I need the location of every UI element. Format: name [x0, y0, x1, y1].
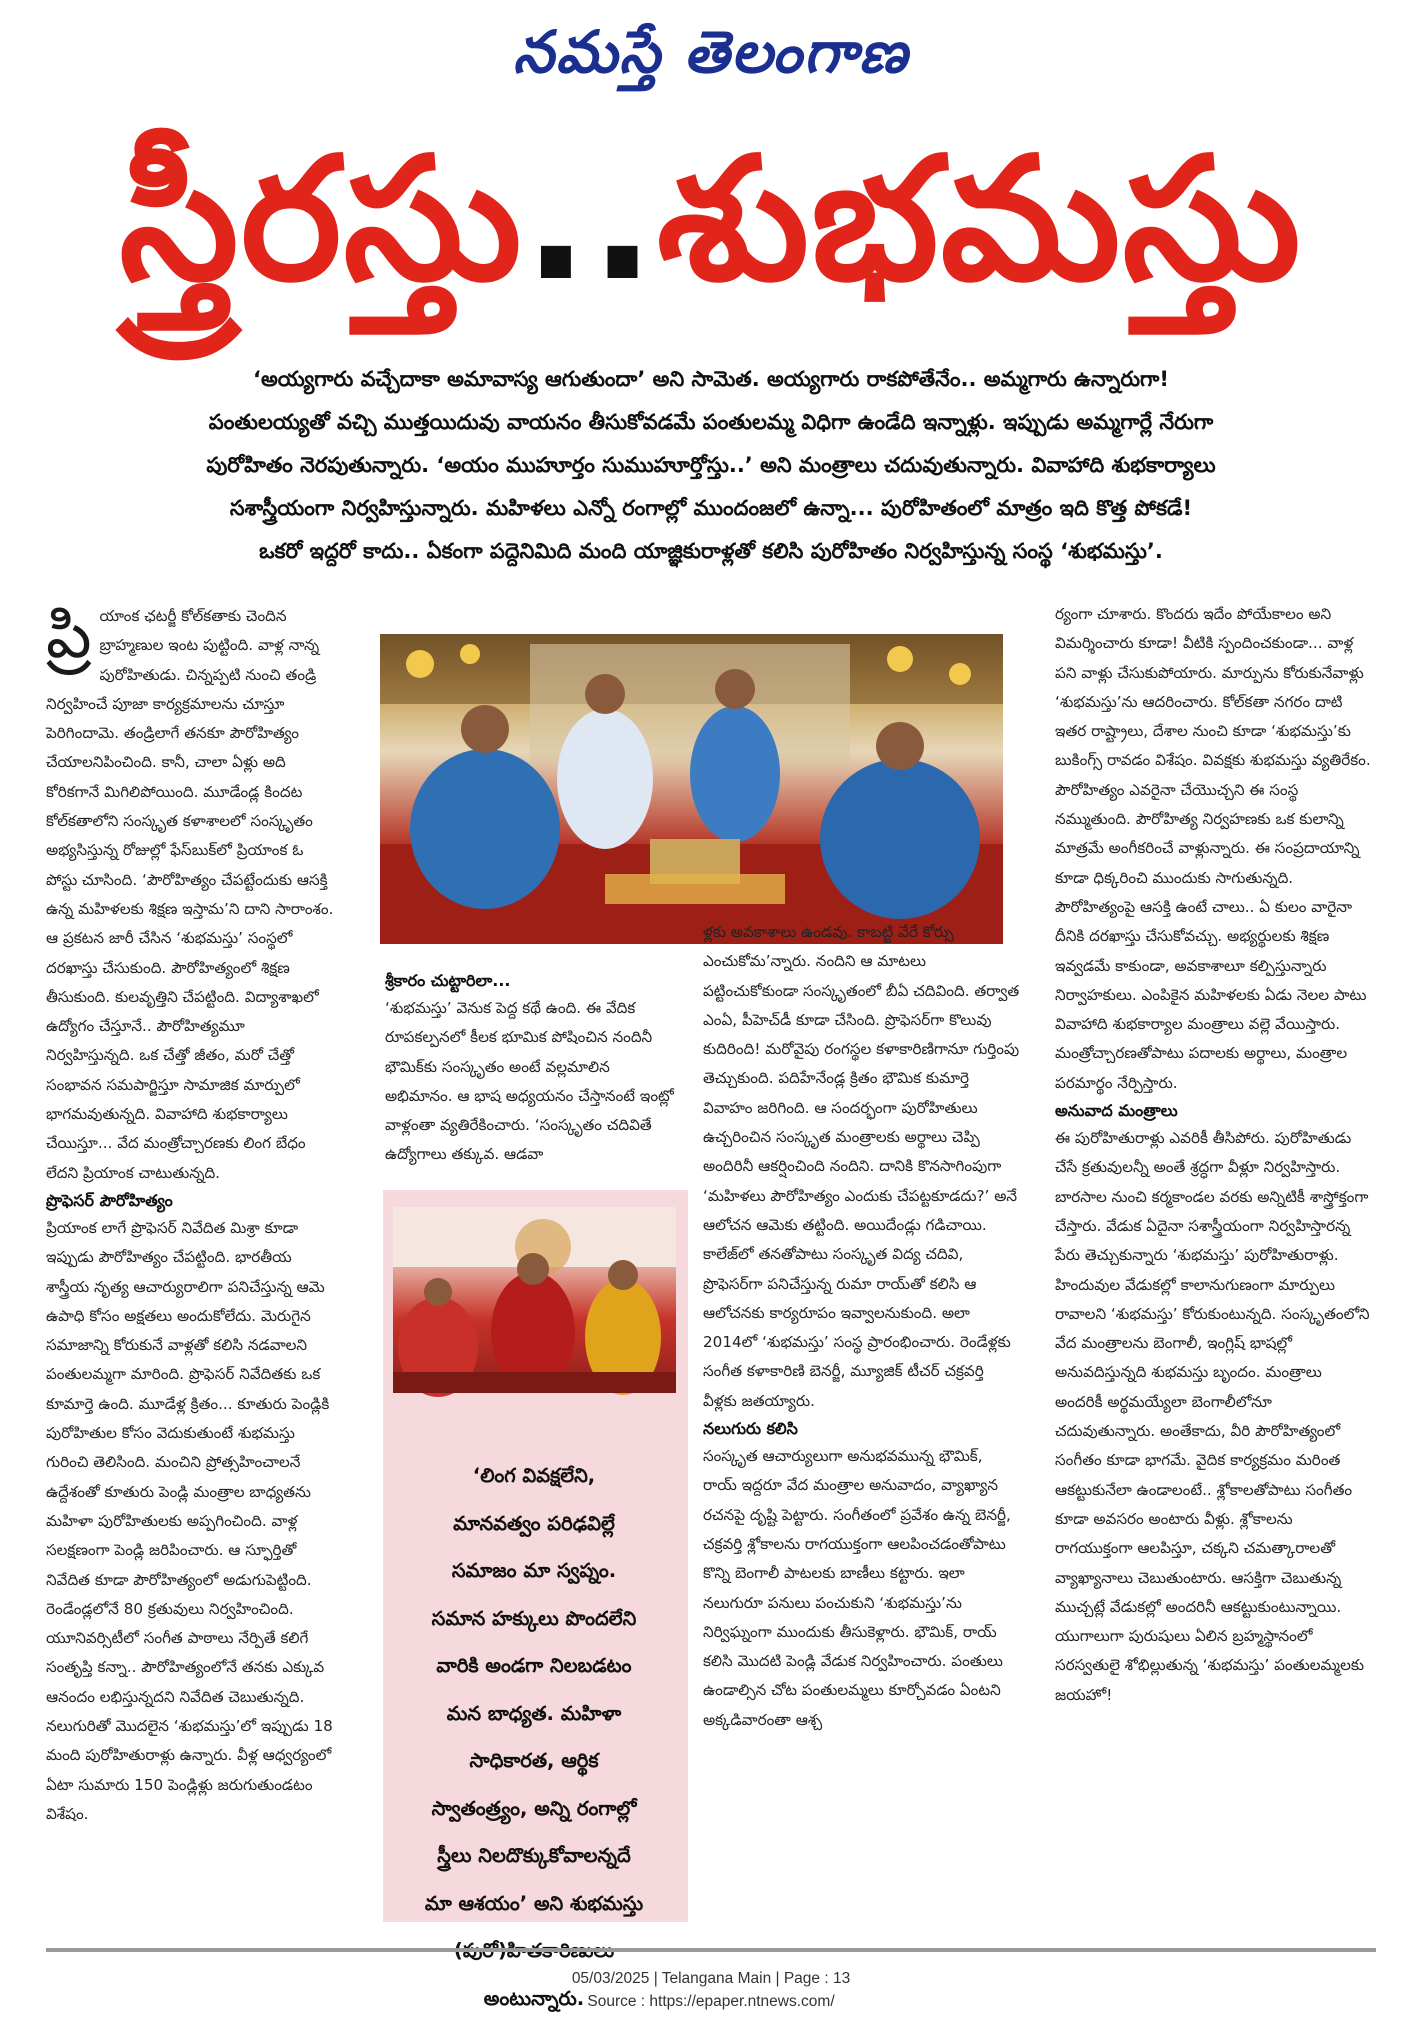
quote-line: మన బాధ్యత. మహిళా [446, 1701, 622, 1725]
body-paragraph: ‘శుభమస్తు’ వెనుక పెద్ద కథే ఉంది. ఈ వేదిక రూపకల్పనలో కీలక భూమిక పోషించిన నందినీ భౌమిక్‌కు సంస్కృతం అంటే వల్లమాలిన అభిమానం. ఆ భాష అధ్యయనం చేస్తానంటే ఇంట్లో వాళ్లంతా వ్యతిరేకించారు. ‘సంస్కృతం చదివితే ఉద్యోగాలు తక్కువ. ఆడవా [385, 999, 674, 1164]
quote-line: వారికి అండగా నిలబడటం [436, 1654, 632, 1677]
footer-source: Source : https://epaper.ntnews.com/ [587, 1993, 835, 2010]
intro-line: ‘అయ్యగారు వచ్చేదాకా అమావాస్య ఆగుతుందా’ అని సామెత. అయ్యగారు రాకపోతేనేం.. అమ్మగారు ఉన్నారుగా! [253, 367, 1169, 391]
body-paragraph: ర్యంగా చూశారు. కొందరు ఇదేం పోయేకాలం అని విమర్శించారు కూడా! వీటికి స్పందించకుండా... వాళ్ల పని వాళ్లు చేసుకుపోయారు. మార్పును కోరుకునేవాళ్లు ‘శుభమస్తు’ను ఆదరించారు. కోల్‌కతా నగరం దాటి ఇతర రాష్ట్రాలు, దేశాల నుంచి కూడా ‘శుభమస్తు’కు బుకింగ్స్ రావడం విశేషం. వివక్షకు శుభమస్తు వ్యతిరేకం. పౌరోహిత్యం ఎవరైనా చేయొచ్చని ఈ సంస్థ నమ్ముతుంది. పౌరోహిత్య నిర్వహణకు ఒక కులాన్ని మాత్రమే అంగీకరించే వాళ్లున్నారు. ఈ సంప్రదాయాన్ని కూడా ధిక్కరించి ముందుకు సాగుతున్నది. పౌరోహిత్యంపై ఆసక్తి ఉంటే చాలు.. ఏ కులం వారైనా దీనికి దరఖాస్తు చేసుకోవచ్చు. అభ్యర్థులకు శిక్షణ ఇవ్వడమే కాకుండా, అవకాశాలూ కల్పిస్తున్నారు నిర్వాహకులు. ఎంపికైన మహిళలకు ఏడు నెలల పాటు వివాహాది శుభకార్యాల మంత్రాలు వల్లె వేయిస్తారు. మంత్రోచ్చారణతోపాటు పదాలకు అర్థాలు, మంత్రాల పరమార్థం నేర్పిస్తారు. [1055, 605, 1371, 1092]
quote-line: స్వాతంత్ర్యం, అన్ని రంగాల్లో [431, 1796, 637, 1820]
section-subhead: ప్రొఫెసర్ పౌరోహిత్యం [46, 1190, 173, 1210]
body-paragraph: ప్రియాంక లాగే ప్రొఫెసర్ నివేదిత మిశ్రా కూడా ఇప్పుడు పౌరోహిత్యం చేపట్టింది. భారతీయ శాస్త్రీయ నృత్య ఆచార్యురాలిగా పనిచేస్తున్న ఆమె ఉపాధి కోసం అక్షతలు అందుకోలేదు. మెరుగైన సమాజాన్ని కోరుకునే వాళ్లతో కలిసి నడవాలని పంతులమ్మగా మారింది. ప్రొఫెసర్ నివేదితకు ఒక కూమార్తె ఉంది. మూడేళ్ల క్రితం... కూతురు పెండ్లికి పురోహితుల కోసం వెదుకుతుంటే శుభమస్తు గురించి తెలిసింది. మంచిని ప్రోత్సహించాలనే ఉద్దేశంతో కూతురు పెండ్లి మంత్రాల బాధ్యతను మహిళా పురోహితులకు అప్పగించింది. వాళ్ల సలక్షణంగా పెండ్లి జరిపించారు. ఆ స్ఫూర్తితో నివేదిత కూడా పౌరోహిత్యంలో అడుగుపెట్టింది. రెండేండ్లలోనే 80 క్రతువులు నిర్వహించింది. యూనివర్సిటీలో సంగీత పాఠాలు నేర్పితే కలిగే సంతృప్తి కన్నా.. పౌరోహిత్యంలోనే తనకు ఎక్కువ ఆనందం లభిస్తున్నదని నివేదిత చెబుతున్నది. నలుగురితో మొదలైన ‘శుభమస్తు’లో ఇప్పుడు 18 మంది పురోహితురాళ్లు ఉన్నారు. వీళ్ల ఆధ్వర్యంలో ఏటా సుమారు 150 పెండ్లిళ్లు జరుగుతుండటం విశేషం. [46, 1218, 333, 1823]
article-column-2 [385, 968, 675, 1164]
article-column-1 [46, 599, 336, 1922]
quote-line: ‘లింగ వివక్షలేని, [472, 1464, 596, 1487]
wedding-photo-illustration [393, 1207, 676, 1393]
headline-part1: స్త్రీరస్తు [119, 121, 524, 319]
intro-line: పంతులయ్యతో వచ్చి ముత్తయిదువు వాయనం తీసుకోవడమే పంతులమ్మ విధిగా ఉండేది ఇన్నాళ్లు. ఇప్పుడు అమ్మగార్లే నేరుగా [208, 410, 1214, 434]
ceremony-photo [380, 634, 1003, 944]
body-paragraph: సంస్కృత ఆచార్యులుగా అనుభవమున్న భౌమిక్, రాయ్ ఇద్దరూ వేద మంత్రాల అనువాదం, వ్యాఖ్యాన రచనపై దృష్టి పెట్టారు. సంగీతంలో ప్రవేశం ఉన్న బెనర్జీ, చక్రవర్తి శ్లోకాలను రాగయుక్తంగా ఆలపించడంతోపాటు కొన్ని బెంగాలీ పాటలకు బాణీలు కట్టారు. ఇలా నలుగురూ పనులు పంచుకుని ‘శుభమస్తు’ను నిర్విఘ్నంగా ముందుకు తీసుకెళ్లారు. భౌమిక్, రాయ్ కలిసి మొదటి పెండ్లి వేడుక నిర్వహించారు. పంతులు ఉండాల్సిన చోట పంతులమ్మలు కూర్చోవడం ఏంటని అక్కడివారంతా ఆశ్చ [703, 1447, 1011, 1729]
headline [0, 110, 1422, 330]
quote-line: సమాజం మా స్వప్నం. [451, 1559, 617, 1582]
quote-line: అంటున్నారు. [483, 1986, 585, 2010]
wedding-photo [393, 1207, 676, 1393]
quote-line: మా ఆశయం’ అని శుభమస్తు [424, 1891, 644, 1915]
quote-line: సాధికారత, ఆర్థిక [469, 1749, 599, 1772]
article-column-3 [703, 918, 1021, 1923]
intro-line: ఒకరో ఇద్దరో కాదు.. ఏకంగా పద్దెనిమిది మంది యాజ్ఞికురాళ్లతో కలిసి పురోహితం నిర్వహిస్తున్న సంస్థ ‘శుభమస్తు’. [259, 539, 1163, 563]
article-column-4 [1055, 600, 1373, 1922]
quote-line: సమాన హక్కులు పొందలేని [431, 1606, 637, 1630]
ceremony-photo-illustration [380, 634, 1003, 944]
body-paragraph: యాంక ఛటర్జీ కోల్‌కతాకు చెందిన బ్రాహ్మణుల ఇంట పుట్టింది. వాళ్ల నాన్న పురోహితుడు. చిన్నప్పటి నుంచి తండ్రి నిర్వహించే పూజా కార్యక్రమాలను చూస్తూ పెరిగిందామె. తండ్రిలాగే తనకూ పౌరోహిత్యం చేయాలనిపించింది. కానీ, చాలా ఏళ్లు అది కోరికగానే మిగిలిపోయింది. మూడేండ్ల కిందట కోల్‌కతాలోని సంస్కృత కళాశాలలో సంస్కృతం అభ్యసిస్తున్న రోజుల్లో ఫేస్‌బుక్‌లో ప్రియాంక ఓ పోస్టు చూసింది. ‘పౌరోహిత్యం చేపట్టేందుకు ఆసక్తి ఉన్న మహిళలకు శిక్షణ ఇస్తామ’ని దాని సారాంశం. ఆ ప్రకటన జారీ చేసిన ‘శుభమస్తు’ సంస్థలో దరఖాస్తు చేసుకుంది. పౌరోహిత్యంలో శిక్షణ తీసుకుంది. కులవృత్తిని చేపట్టింది. విద్యాశాఖలో ఉద్యోగం చేస్తూనే.. పౌరోహిత్యమూ నిర్వహిస్తున్నది. ఒక చేత్తో జీతం, మరో చేత్తో సంభావన సమపార్జిస్తూ సామాజిక మార్పులో భాగమవుతున్నది. వివాహాది శుభకార్యాలు చేయిస్తూ... వేద మంత్రోచ్చారణకు లింగ బేధం లేదని ప్రియాంక చాటుతున్నది. [46, 607, 334, 1182]
section-subhead: అనువాద మంత్రాలు [1055, 1101, 1178, 1121]
footer-divider [46, 1948, 1376, 1952]
pull-quote [403, 1452, 665, 2022]
masthead-logo: నమస్తే తెలంగాణ [513, 18, 909, 86]
body-paragraph: ళ్లకు అవకాశాలు ఉండవు. కాబట్టి వేరే కోర్సు ఎంచుకోమ’న్నారు. నందిని ఆ మాటలు పట్టించుకోకుండా సంస్కృతంలో బీఏ చదివింది. తర్వాత ఎంఏ, పీహెచ్‌డీ కూడా చేసింది. ప్రొఫెసర్‌గా కొలువు కుదిరింది! మరోవైపు రంగస్థల కళాకారిణిగానూ గుర్తింపు తెచ్చుకుంది. పదిహేనేండ్ల క్రితం భౌమిక కుమార్తె వివాహం జరిగింది. ఆ సందర్భంగా పురోహితులు ఉచ్చరించిన సంస్కృత మంత్రాలకు అర్థాలు చెప్పి అందిరినీ ఆకర్షించింది నందిని. దానికి కొనసాగింపుగా ‘మహిళలు పౌరోహిత్యం ఎందుకు చేపట్టకూడదు?’ అనే ఆలోచన ఆమెకు తట్టింది. అయిదేండ్లు గడిచాయి. కాలేజ్‌లో తనతోపాటు సంస్కృత విద్య చదివి, ప్రొఫెసర్‌గా పనిచేస్తున్న రుమా రాయ్‌తో కలిసి ఆ ఆలోచనకు కార్యరూపం ఇవ్వాలనుకుంది. అలా 2014లో ‘శుభమస్తు’ సంస్థ ప్రారంభించారు. రెండేళ్లకు సంగీత కళాకారిణి బెనర్జీ, మ్యూజిక్ టీచర్ చక్రవర్తి వీళ్లకు జతయ్యారు. [703, 923, 1020, 1410]
section-subhead: నలుగురు కలిసి [703, 1419, 798, 1439]
headline-dots: .. [523, 121, 657, 319]
intro-line: పురోహితం నెరపుతున్నారు. ‘అయం ముహూర్తం సుముహూర్తోస్తు..’ అని మంత్రాలు చదువుతున్నారు. వివాహాది శుభకార్యాలు [206, 453, 1216, 477]
intro-line: సశాస్త్రీయంగా నిర్వహిస్తున్నారు. మహిళలు ఎన్నో రంగాల్లో ముందంజలో ఉన్నా... పురోహితంలో మాత్రం ఇది కొత్త పోకడే! [229, 496, 1193, 520]
intro-deck [100, 358, 1322, 573]
dropcap: ప్రి [46, 599, 92, 673]
body-paragraph: ఈ పురోహితురాళ్లు ఎవరికీ తీసిపోరు. పురోహితుడు చేసే క్రతువులన్నీ అంతే శ్రద్ధగా వీళ్లూ నిర్వహిస్తారు. బారసాల నుంచి కర్మకాండల వరకు అన్నిటికీ శాస్త్రోక్తంగా చేస్తారు. వేడుక ఏదైనా సశాస్త్రీయంగా నిర్వహిస్తారన్న పేరు తెచ్చుకున్నారు ‘శుభమస్తు’ పురోహితురాళ్లు. హిందువుల వేడుకల్లో కాలానుగుణంగా మార్పులు రావాలని ‘శుభమస్తు’ కోరుకుంటున్నది. సంస్కృతంలోని వేద మంత్రాలను బెంగాలీ, ఇంగ్లిష్ భాషల్లో అనువదిస్తున్నది శుభమస్తు బృందం. మంత్రాలు అందరికీ అర్థమయ్యేలా బెంగాలీలోనూ చదువుతున్నారు. అంతేకాదు, వీరి పౌరోహిత్యంలో సంగీతం కూడా భాగమే. వైదిక కార్యక్రమం మరింత ఆకట్టుకునేలా ఉండాలంటే.. శ్లోకాలతోపాటు సంగీతం కూడా అవసరం అంటారు వీళ్లు. శ్లోకాలను రాగయుక్తంగా ఆలపిస్తూ, చక్కని చమత్కారాలతో వ్యాఖ్యానాలు చెబుతుంటారు. ఆసక్తిగా చెబుతున్న ముచ్చట్లే వేడుకల్లో అందరినీ ఆకట్టుకుంటున్నాయి. యుగాలుగా పురుషులు ఏలిన బ్రహ్మస్థానంలో సరస్వతులై శోభిల్లుతున్న ‘శుభమస్తు’ పంతులమ్మలకు జయహో! [1055, 1129, 1370, 1704]
footer-date-page: 05/03/2025 | Telangana Main | Page : 13 [571, 1970, 851, 1987]
quote-line: స్త్రీలు నిలదొక్కుకోవాలన్నదే [437, 1844, 631, 1867]
quote-line: మానవత్వం పరిఢవిల్లే [453, 1511, 615, 1535]
headline-part2: శుభమస్తు [656, 121, 1303, 319]
section-subhead: శ్రీకారం చుట్టారిలా... [385, 971, 511, 990]
